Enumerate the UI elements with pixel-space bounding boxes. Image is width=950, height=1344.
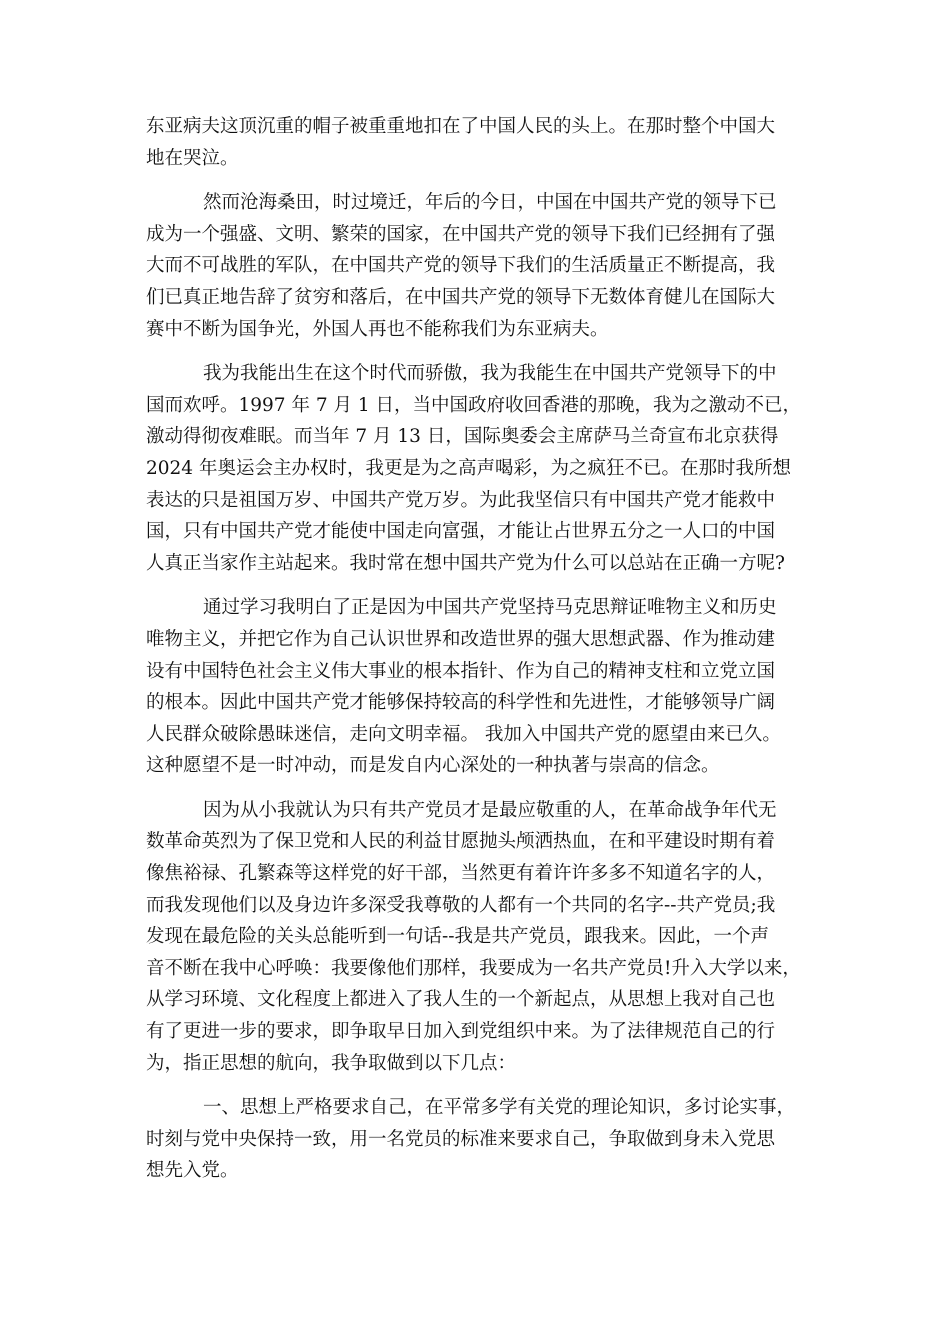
text-line: 赛中不断为国争光，外国人再也不能称我们为东亚病夫。 <box>146 318 609 340</box>
text-line: 们已真正地告辞了贫穷和落后，在中国共产党的领导下无数体育健儿在国际大 <box>146 286 776 308</box>
text-line: 我为我能出生在这个时代而骄傲，我为我能生在中国共产党领导下的中 <box>203 363 777 385</box>
text-line: 人真正当家作主站起来。我时常在想中国共产党为什么可以总站在正确一方呢? <box>146 552 785 574</box>
text-line: 像焦裕禄、孔繁森等这样党的好干部，当然更有着许许多多不知道名字的人， <box>146 863 776 885</box>
text-line: 一、思想上严格要求自己，在平常多学有关党的理论知识，多讨论实事， <box>203 1097 796 1119</box>
text-line: 想先入党。 <box>146 1160 239 1182</box>
paragraph-5 <box>146 795 806 1079</box>
text-line: 2024 年奥运会主办权时，我更是为之高声喝彩，为之疯狂不已。在那时我所想 <box>146 457 791 479</box>
text-line: 通过学习我明白了正是因为中国共产党坚持马克思辩证唯物主义和历史 <box>203 597 777 619</box>
text-line: 大而不可战胜的军队，在中国共产党的领导下我们的生活质量正不断提高，我 <box>146 255 776 277</box>
paragraph-3 <box>146 358 806 579</box>
text-line: 的根本。因此中国共产党才能够保持较高的科学性和先进性，才能够领导广阔 <box>146 692 776 714</box>
text-line: 而我发现他们以及身边许多深受我尊敬的人都有一个共同的名字--共产党员;我 <box>146 894 776 916</box>
paragraph-1 <box>146 111 806 174</box>
text-line: 东亚病夫这顶沉重的帽子被重重地扣在了中国人民的头上。在那时整个中国大 <box>146 116 776 137</box>
text-line: 有了更进一步的要求，即争取早日加入到党组织中来。为了法律规范自己的行 <box>146 1021 776 1043</box>
text-line: 然而沧海桑田，时过境迁，年后的今日，中国在中国共产党的领导下已 <box>203 192 777 214</box>
text-line: 表达的只是祖国万岁、中国共产党万岁。为此我坚信只有中国共产党才能救中 <box>146 489 776 511</box>
paragraph-4 <box>146 592 806 782</box>
text-line: 音不断在我中心呼唤：我要像他们那样，我要成为一名共产党员!升入大学以来， <box>146 957 801 979</box>
text-line: 因为从小我就认为只有共产党员才是最应敬重的人，在革命战争年代无 <box>203 799 777 821</box>
text-line: 为，指正思想的航向，我争取做到以下几点： <box>146 1052 517 1074</box>
document-body <box>146 111 806 1200</box>
text-line: 地在哭泣。 <box>146 147 239 169</box>
text-line: 唯物主义，并把它作为自己认识世界和改造世界的强大思想武器、作为推动建 <box>146 628 776 650</box>
text-line: 激动得彻夜难眠。而当年 7 月 13 日，国际奥委会主席萨马兰奇宣布北京获得 <box>146 426 779 448</box>
paragraph-2 <box>146 187 806 345</box>
paragraph-6 <box>146 1092 806 1187</box>
text-line: 国，只有中国共产党才能使中国走向富强，才能让占世界五分之一人口的中国 <box>146 521 776 543</box>
text-line: 这种愿望不是一时冲动，而是发自内心深处的一种执著与崇高的信念。 <box>146 755 720 777</box>
text-line: 从学习环境、文化程度上都进入了我人生的一个新起点，从思想上我对自己也 <box>146 989 776 1011</box>
text-line: 设有中国特色社会主义伟大事业的根本指针、作为自己的精神支柱和立党立国 <box>146 660 776 682</box>
text-line: 时刻与党中央保持一致，用一名党员的标准来要求自己，争取做到身未入党思 <box>146 1128 776 1150</box>
text-line: 发现在最危险的关头总能听到一句话--我是共产党员，跟我来。因此，一个声 <box>146 926 770 948</box>
text-line: 国而欢呼。1997 年 7 月 1 日，当中国政府收回香港的那晚，我为之激动不已， <box>146 394 802 416</box>
text-line: 人民群众破除愚昧迷信，走向文明幸福。 我加入中国共产党的愿望由来已久。 <box>146 723 781 745</box>
text-line: 数革命英烈为了保卫党和人民的利益甘愿抛头颅洒热血，在和平建设时期有着 <box>146 831 776 853</box>
text-line: 成为一个强盛、文明、繁荣的国家，在中国共产党的领导下我们已经拥有了强 <box>146 223 776 245</box>
